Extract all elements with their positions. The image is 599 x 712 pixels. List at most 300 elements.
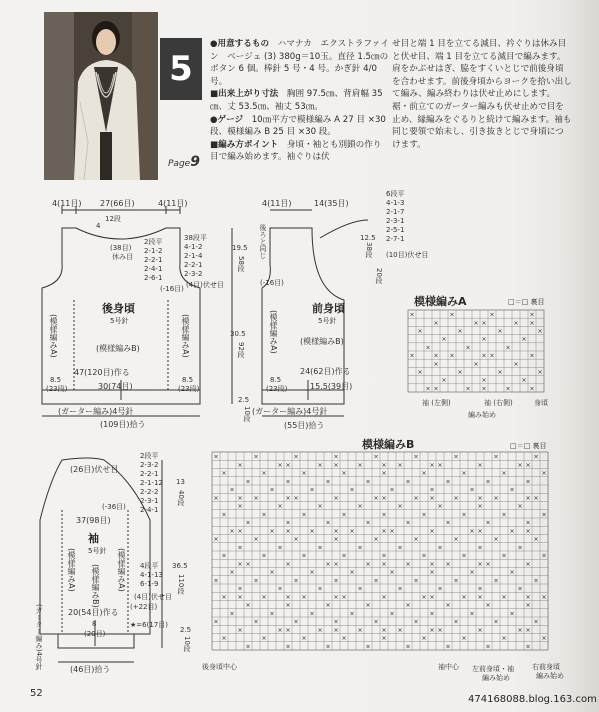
stitch-symbol: × bbox=[397, 625, 403, 634]
stitch-symbol: × bbox=[301, 634, 307, 643]
stitch-symbol: × bbox=[333, 452, 339, 461]
front-needle: 5号針 bbox=[318, 317, 337, 325]
sleeve-cap-dec-3: 2-1-12 bbox=[140, 479, 163, 487]
stitch-symbol: × bbox=[429, 592, 435, 601]
page-ref-num: 9 bbox=[190, 154, 200, 170]
stitch-symbol: × bbox=[461, 551, 467, 560]
stitch-symbol: × bbox=[477, 526, 483, 535]
back-neck-rest: 休み目 bbox=[112, 253, 133, 261]
stitch-symbol: × bbox=[421, 510, 427, 519]
stitch-symbol: × bbox=[285, 559, 291, 568]
stitch-symbol: × bbox=[237, 592, 243, 601]
stitch-symbol: × bbox=[413, 617, 419, 626]
stitch-symbol: × bbox=[341, 634, 347, 643]
stitch-symbol: × bbox=[513, 359, 519, 368]
stitch-symbol: × bbox=[461, 469, 467, 478]
stitch-symbol: × bbox=[373, 576, 379, 585]
stitch-symbol: × bbox=[429, 460, 435, 469]
front-neck-dec bbox=[386, 190, 404, 244]
stitch-symbol: × bbox=[529, 384, 535, 393]
stitch-symbol: × bbox=[525, 601, 531, 610]
stitch-symbol: × bbox=[245, 518, 251, 527]
chart-b-legend: □＝□ 裏目 bbox=[510, 442, 547, 450]
back-side-85-left: 8.5 bbox=[50, 376, 62, 384]
stitch-symbol: × bbox=[341, 551, 347, 560]
stitch-symbol: × bbox=[365, 559, 371, 568]
front-d25: 2.5 bbox=[238, 396, 250, 404]
front-neck-dec-3: 2-3-1 bbox=[386, 217, 405, 225]
stitch-symbol: × bbox=[285, 526, 291, 535]
materials-title: ●用意するもの bbox=[210, 39, 270, 49]
stitch-symbol: × bbox=[429, 625, 435, 634]
size-title: ■出来上がり寸法 bbox=[210, 89, 279, 100]
front-make: 24(62目)作る bbox=[300, 367, 351, 376]
stitch-symbol: × bbox=[309, 568, 315, 577]
stitch-symbol: × bbox=[429, 559, 435, 568]
stitch-symbol: × bbox=[409, 310, 415, 319]
sleeve-d40: 40段 bbox=[177, 490, 185, 506]
stitch-symbol: × bbox=[317, 584, 323, 593]
stitch-symbol: × bbox=[441, 376, 447, 385]
stitch-symbol: × bbox=[525, 460, 531, 469]
sleeve-cap-dec-1: 2-3-2 bbox=[140, 461, 159, 469]
stitch-symbol: × bbox=[317, 502, 323, 511]
stitch-symbol: × bbox=[525, 477, 531, 486]
sleeve-plus22: (+22目) bbox=[130, 603, 158, 611]
gauge-text: 10㎝平方で模様編み A 27 目 ×30 段、模様編み B 25 目 ×30 段。 bbox=[210, 114, 386, 138]
sleeve-d8: 8 bbox=[92, 620, 97, 628]
stitch-symbol: × bbox=[417, 326, 423, 335]
stitch-symbol: × bbox=[413, 576, 419, 585]
stitch-symbol: × bbox=[405, 601, 411, 610]
stitch-symbol: × bbox=[481, 335, 487, 344]
stitch-symbol: × bbox=[433, 351, 439, 360]
stitch-symbol: × bbox=[445, 477, 451, 486]
sleeve-d25: 2.5 bbox=[180, 626, 192, 634]
stitch-symbol: × bbox=[453, 535, 459, 544]
sleeve-minus36: (-36目) bbox=[102, 503, 126, 511]
chart-b-right-front-2: 編み始め bbox=[536, 672, 564, 680]
stitch-symbol: × bbox=[429, 568, 435, 577]
stitch-symbol: × bbox=[301, 551, 307, 560]
stitch-symbol: × bbox=[537, 326, 543, 335]
front-d20: 20段 bbox=[375, 268, 383, 284]
front-back-note: 後ろと同じ bbox=[259, 224, 267, 259]
stitch-symbol: × bbox=[365, 518, 371, 527]
back-arm-dec-2: 2-1-4 bbox=[184, 252, 203, 260]
stitch-symbol: × bbox=[517, 625, 523, 634]
chart-b-back-center: 後身頃中心 bbox=[202, 663, 237, 671]
stitch-symbol: × bbox=[437, 460, 443, 469]
back-pattern-b: (模様編みB) bbox=[96, 344, 140, 353]
stitch-symbol: × bbox=[221, 510, 227, 519]
stitch-symbol: × bbox=[525, 592, 531, 601]
stitch-symbol: × bbox=[277, 625, 283, 634]
stitch-symbol: × bbox=[477, 625, 483, 634]
back-side-23-right: (23段) bbox=[178, 385, 200, 393]
stitch-symbol: × bbox=[309, 609, 315, 618]
stitch-symbol: × bbox=[541, 634, 547, 643]
stitch-symbol: × bbox=[473, 318, 479, 327]
stitch-symbol: × bbox=[317, 625, 323, 634]
stitch-symbol: × bbox=[237, 493, 243, 502]
stitch-symbol: × bbox=[221, 469, 227, 478]
chart-b-left-front: 左前身頃・袖 bbox=[472, 665, 514, 673]
stitch-symbol: × bbox=[493, 452, 499, 461]
sleeve-pattern-a-left: (模様編みA) bbox=[67, 548, 76, 592]
back-pick: (109目)拾う bbox=[100, 420, 146, 429]
back-top-right-dim: 4(11目) bbox=[158, 199, 188, 208]
stitch-symbol: × bbox=[437, 543, 443, 552]
stitch-symbol: × bbox=[397, 543, 403, 552]
stitch-symbol: × bbox=[309, 526, 315, 535]
back-neck-dec bbox=[144, 238, 162, 283]
back-needle: 5号針 bbox=[110, 317, 129, 325]
stitch-symbol: × bbox=[417, 367, 423, 376]
stitch-symbol: × bbox=[365, 601, 371, 610]
front-neck-dec-5: 2-7-1 bbox=[386, 235, 405, 243]
stitch-symbol: × bbox=[245, 642, 251, 651]
stitch-symbol: × bbox=[497, 367, 503, 376]
stitch-symbol: × bbox=[409, 351, 415, 360]
stitch-symbol: × bbox=[237, 559, 243, 568]
stitch-symbol: × bbox=[501, 510, 507, 519]
sleeve-d20: (20目) bbox=[84, 630, 106, 638]
stitch-symbol: × bbox=[293, 576, 299, 585]
chart-a-start: 編み始め bbox=[468, 411, 496, 419]
stitch-symbol: × bbox=[397, 502, 403, 511]
materials-text: ハマナカ エクストラファイン ベージュ (3) 380g＝10玉。直径 1.5㎝のボタン 6 個。棒針 5 号・4 号。かぎ針 4/0 号。 bbox=[210, 39, 389, 87]
stitch-symbol: × bbox=[221, 551, 227, 560]
stitch-symbol: × bbox=[381, 592, 387, 601]
stitch-symbol: × bbox=[349, 568, 355, 577]
stitch-symbol: × bbox=[277, 543, 283, 552]
back-arm-dec-3: 2-2-1 bbox=[184, 261, 203, 269]
stitch-symbol: × bbox=[433, 384, 439, 393]
stitch-symbol: × bbox=[213, 535, 219, 544]
chart-b-sleeve-center: 袖中心 bbox=[438, 663, 459, 671]
back-top-left-dim: 4(11目) bbox=[52, 199, 82, 208]
stitch-symbol: × bbox=[413, 535, 419, 544]
stitch-symbol: × bbox=[465, 384, 471, 393]
stitch-symbol: × bbox=[485, 601, 491, 610]
back-neck-dec-0: 2段平 bbox=[144, 238, 163, 246]
stitch-symbol: × bbox=[285, 592, 291, 601]
stitch-symbol: × bbox=[481, 351, 487, 360]
stitch-symbol: × bbox=[517, 543, 523, 552]
stitch-symbol: × bbox=[445, 642, 451, 651]
stitch-symbol: × bbox=[245, 601, 251, 610]
stitch-symbol: × bbox=[253, 493, 259, 502]
stitch-symbol: × bbox=[469, 568, 475, 577]
front-d125: 12.5 bbox=[360, 234, 376, 242]
stitch-symbol: × bbox=[477, 493, 483, 502]
stitch-symbol: × bbox=[493, 576, 499, 585]
front-pattern-a: (模様編みA) bbox=[269, 310, 278, 354]
stitch-symbol: × bbox=[357, 502, 363, 511]
sleeve-make: 20(54目)作る bbox=[68, 608, 119, 617]
stitch-symbol: × bbox=[525, 518, 531, 527]
chart-a-body: 身頃 bbox=[534, 399, 548, 407]
stitch-symbol: × bbox=[213, 493, 219, 502]
front-d10: 10段 bbox=[243, 406, 251, 422]
stitch-symbol: × bbox=[537, 367, 543, 376]
stitch-symbol: × bbox=[469, 609, 475, 618]
stitch-symbol: × bbox=[529, 318, 535, 327]
stitch-symbol: × bbox=[237, 625, 243, 634]
chart-b-right-front: 右前身頃 bbox=[532, 663, 560, 671]
stitch-symbol: × bbox=[493, 493, 499, 502]
stitch-symbol: × bbox=[341, 510, 347, 519]
stitch-symbol: × bbox=[429, 493, 435, 502]
front-neck-dec-2: 2-1-7 bbox=[386, 208, 405, 216]
chart-b-title: 模様編みB bbox=[362, 438, 415, 451]
page-ref-prefix: Page bbox=[168, 159, 191, 169]
stitch-symbol: × bbox=[517, 460, 523, 469]
stitch-symbol: × bbox=[365, 477, 371, 486]
back-body-title: 後身頃 bbox=[102, 302, 135, 315]
stitch-symbol: × bbox=[485, 477, 491, 486]
stitch-symbol: × bbox=[373, 535, 379, 544]
back-neck-12: 12段 bbox=[105, 215, 121, 223]
stitch-symbol: × bbox=[325, 642, 331, 651]
back-row30: 30(74目) bbox=[98, 382, 133, 391]
stitch-symbol: × bbox=[485, 559, 491, 568]
stitch-symbol: × bbox=[333, 576, 339, 585]
back-pattern-a-right: (模様編みA) bbox=[181, 314, 190, 358]
stitch-symbol: × bbox=[333, 535, 339, 544]
stitch-symbol: × bbox=[317, 460, 323, 469]
stitch-symbol: × bbox=[269, 526, 275, 535]
stitch-symbol: × bbox=[229, 609, 235, 618]
stitch-symbol: × bbox=[517, 584, 523, 593]
size-text: 胸囲 97.5㎝、背肩幅 35㎝、丈 53.5㎝、袖丈 53㎝。 bbox=[210, 89, 383, 112]
stitch-symbol: × bbox=[269, 568, 275, 577]
stitch-symbol: × bbox=[493, 535, 499, 544]
stitch-symbol: × bbox=[525, 625, 531, 634]
sleeve-inc bbox=[140, 562, 163, 589]
stitch-symbol: × bbox=[513, 318, 519, 327]
stitch-symbol: × bbox=[501, 634, 507, 643]
front-d305: 30.5 bbox=[230, 330, 246, 338]
stitch-symbol: × bbox=[405, 477, 411, 486]
chart-a-title: 模様編みA bbox=[414, 295, 467, 308]
stitch-symbol: × bbox=[261, 551, 267, 560]
front-neck-dec-1: 4-1-3 bbox=[386, 199, 405, 207]
stitch-symbol: × bbox=[245, 477, 251, 486]
stitch-symbol: × bbox=[373, 493, 379, 502]
front-minus16: (-16目) bbox=[260, 279, 284, 287]
stitch-symbol: × bbox=[301, 469, 307, 478]
stitch-symbol: × bbox=[317, 543, 323, 552]
stitch-symbol: × bbox=[301, 592, 307, 601]
chart-a-sleeve-left: 袖 (左側) bbox=[422, 399, 451, 407]
stitch-symbol: × bbox=[333, 592, 339, 601]
stitch-symbol: × bbox=[461, 592, 467, 601]
stitch-symbol: × bbox=[357, 460, 363, 469]
stitch-symbol: × bbox=[525, 559, 531, 568]
stitch-symbol: × bbox=[381, 526, 387, 535]
back-arm-dec-0: 38段平 bbox=[184, 234, 207, 242]
stitch-symbol: × bbox=[533, 576, 539, 585]
front-d58: 58段 bbox=[237, 256, 245, 272]
back-neck-38: (38目) bbox=[110, 244, 132, 252]
stitch-symbol: × bbox=[429, 609, 435, 618]
sleeve-needle: 5号針 bbox=[88, 547, 107, 555]
stitch-symbol: × bbox=[229, 485, 235, 494]
instructions-continued: せ目と端 1 目を立てる減目、衿ぐりは休み目と伏せ目、端 1 目を立てる減目で編みます。肩をかぶせはぎ、脇をすくいとじで前後身頃を合わせます。前後身頃からヨークを拾い出して編み、編み終わりは伏せ止めにします。裾・前立てのガーター編みも伏せ止めで目を止め、縁編みをぐるりと続けて編みます。袖も同じ要領で始末し、引き抜きとじで身頃につけます。 bbox=[392, 39, 572, 150]
stitch-symbol: × bbox=[357, 584, 363, 593]
stitch-symbol: × bbox=[421, 634, 427, 643]
stitch-symbol: × bbox=[381, 625, 387, 634]
back-neck-dec-2: 2-2-1 bbox=[144, 256, 163, 264]
stitch-symbol: × bbox=[325, 559, 331, 568]
stitch-symbol: × bbox=[373, 452, 379, 461]
back-arm-dec-4: 2-3-2 bbox=[184, 270, 203, 278]
back-neck-dec-4: 2-6-1 bbox=[144, 274, 163, 282]
stitch-symbol: × bbox=[541, 510, 547, 519]
stitch-symbol: × bbox=[261, 592, 267, 601]
stitch-symbol: × bbox=[445, 559, 451, 568]
stitch-symbol: × bbox=[477, 502, 483, 511]
stitch-symbol: × bbox=[453, 452, 459, 461]
stitch-symbol: × bbox=[237, 543, 243, 552]
front-pick: (55目)拾う bbox=[284, 421, 325, 430]
stitch-symbol: × bbox=[525, 493, 531, 502]
points-title: ■編み方ポイント bbox=[210, 139, 279, 150]
back-neck-4: 4 bbox=[96, 222, 101, 230]
stitch-symbol: × bbox=[237, 460, 243, 469]
stitch-symbol: × bbox=[253, 452, 259, 461]
back-side-23-left: (23段) bbox=[46, 385, 68, 393]
stitch-symbol: × bbox=[325, 477, 331, 486]
stitch-symbol: × bbox=[469, 485, 475, 494]
chart-a-legend: □＝□ 裏目 bbox=[508, 298, 545, 306]
stitch-symbol: × bbox=[261, 634, 267, 643]
back-garter: (ガーター編み)4号針 bbox=[58, 407, 134, 416]
stitch-symbol: × bbox=[449, 310, 455, 319]
sleeve-star: ★=6(17目) bbox=[130, 621, 168, 629]
stitch-symbol: × bbox=[405, 559, 411, 568]
stitch-symbol: × bbox=[285, 601, 291, 610]
stitch-symbol: × bbox=[325, 518, 331, 527]
stitch-symbol: × bbox=[485, 518, 491, 527]
back-top-mid-dim: 27(66目) bbox=[100, 199, 135, 208]
stitch-symbol: × bbox=[461, 510, 467, 519]
front-fuse10: (10目)伏せ目 bbox=[386, 251, 429, 259]
sleeve-fuse4: (4目)伏せ目 bbox=[134, 593, 172, 601]
stitch-symbol: × bbox=[389, 609, 395, 618]
stitch-symbol: × bbox=[341, 592, 347, 601]
stitch-symbol: × bbox=[477, 592, 483, 601]
stitch-symbol: × bbox=[481, 376, 487, 385]
sleeve-top: (26目)伏せ目 bbox=[70, 465, 119, 474]
sleeve-inc-1: 4-1-13 bbox=[140, 571, 163, 579]
back-minus16: (-16目) bbox=[160, 285, 184, 293]
stitch-symbol: × bbox=[237, 502, 243, 511]
front-d38: 38段 bbox=[365, 242, 373, 258]
back-arm-dec bbox=[184, 234, 207, 279]
stitch-symbol: × bbox=[381, 634, 387, 643]
sleeve-pattern-a-right: (模様編みA) bbox=[117, 548, 126, 592]
stitch-symbol: × bbox=[485, 642, 491, 651]
stitch-symbol: × bbox=[245, 559, 251, 568]
stitch-symbol: × bbox=[517, 502, 523, 511]
stitch-symbol: × bbox=[213, 576, 219, 585]
stitch-symbol: × bbox=[253, 617, 259, 626]
stitch-symbol: × bbox=[425, 343, 431, 352]
stitch-symbol: × bbox=[533, 493, 539, 502]
front-neck-dec-4: 2-5-1 bbox=[386, 226, 405, 234]
stitch-symbol: × bbox=[481, 318, 487, 327]
stitch-symbol: × bbox=[285, 493, 291, 502]
sleeve-d10: 10段 bbox=[183, 636, 191, 652]
stitch-symbol: × bbox=[333, 625, 339, 634]
stitch-symbol: × bbox=[501, 592, 507, 601]
sleeve-cap-dec-6: 2-4-1 bbox=[140, 506, 159, 514]
stitch-symbol: × bbox=[221, 592, 227, 601]
stitch-symbol: × bbox=[253, 576, 259, 585]
stitch-symbol: × bbox=[357, 543, 363, 552]
stitch-symbol: × bbox=[221, 634, 227, 643]
stitch-symbol: × bbox=[421, 469, 427, 478]
back-neck-dec-1: 2-1-2 bbox=[144, 247, 163, 255]
page-number: 52 bbox=[30, 688, 43, 699]
stitch-symbol: × bbox=[333, 559, 339, 568]
sleeve-d110: 110段 bbox=[177, 574, 185, 595]
chart-a-sleeve-right: 袖 (右側) bbox=[484, 399, 513, 407]
stitch-symbol: × bbox=[533, 617, 539, 626]
stitch-symbol: × bbox=[525, 642, 531, 651]
sleeve-inc-2: 6-1-9 bbox=[140, 580, 159, 588]
stitch-symbol: × bbox=[381, 551, 387, 560]
front-pattern-b: (模様編みB) bbox=[300, 337, 344, 346]
pattern-number: 5 bbox=[160, 38, 202, 100]
stitch-symbol: × bbox=[397, 460, 403, 469]
stitch-symbol: × bbox=[437, 584, 443, 593]
gauge-title: ●ゲージ bbox=[210, 114, 244, 125]
stitch-symbol: × bbox=[533, 452, 539, 461]
stitch-symbol: × bbox=[229, 568, 235, 577]
stitch-symbol: × bbox=[501, 551, 507, 560]
stitch-symbol: × bbox=[509, 485, 515, 494]
sleeve-pattern-b: (模様編みB) bbox=[91, 564, 100, 608]
stitch-symbol: × bbox=[381, 559, 387, 568]
stitch-symbol: × bbox=[433, 318, 439, 327]
back-fuse: (4目)伏せ目 bbox=[186, 281, 224, 289]
sleeve-cap-dec bbox=[140, 452, 163, 515]
stitch-symbol: × bbox=[389, 526, 395, 535]
stitch-symbol: × bbox=[541, 551, 547, 560]
stitch-symbol: × bbox=[429, 485, 435, 494]
front-d92: 92段 bbox=[237, 342, 245, 358]
stitch-symbol: × bbox=[373, 617, 379, 626]
sleeve-pick: (46目)拾う bbox=[70, 665, 111, 674]
stitch-symbol: × bbox=[381, 510, 387, 519]
stitch-symbol: × bbox=[489, 351, 495, 360]
chart-b-left-front-2: 編み始め bbox=[482, 674, 510, 682]
stitch-symbol: × bbox=[461, 634, 467, 643]
stitch-symbol: × bbox=[389, 568, 395, 577]
stitch-symbol: × bbox=[437, 625, 443, 634]
front-body-title: 前身頃 bbox=[312, 302, 345, 315]
stitch-symbol: × bbox=[469, 526, 475, 535]
back-make: 47(120目)作る bbox=[74, 368, 130, 377]
stitch-symbol: × bbox=[453, 493, 459, 502]
stitch-symbol: × bbox=[445, 518, 451, 527]
back-side-85-right: 8.5 bbox=[182, 376, 194, 384]
stitch-symbol: × bbox=[445, 601, 451, 610]
